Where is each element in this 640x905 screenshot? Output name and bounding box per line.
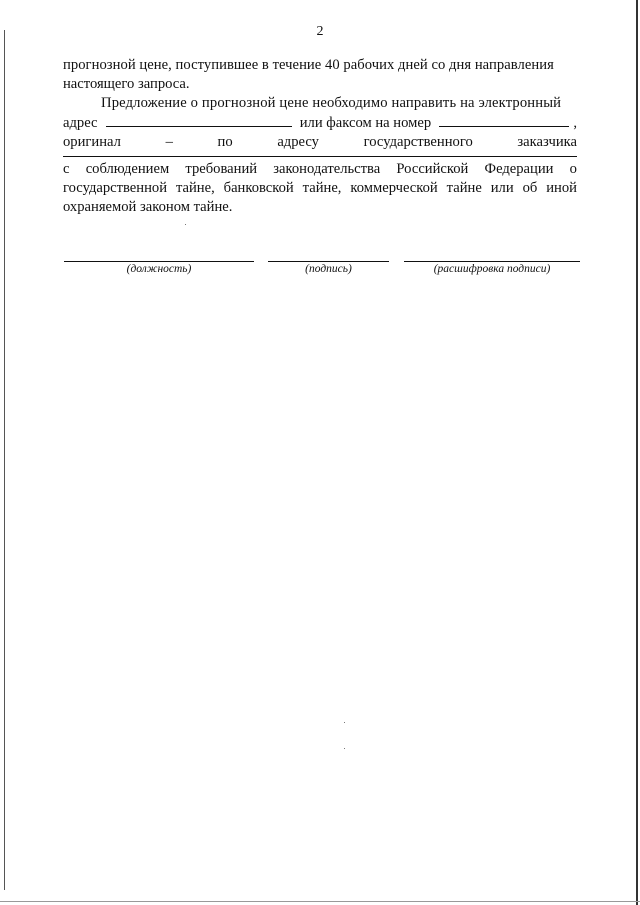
- scan-edge-right: [636, 0, 638, 905]
- word: или: [490, 180, 514, 196]
- word: –: [165, 134, 173, 150]
- word: тайне,: [175, 180, 215, 196]
- scan-speck: [344, 748, 345, 749]
- signature-decode-line: [404, 261, 580, 262]
- word: оригинал: [63, 134, 121, 150]
- customer-address-blank: [63, 156, 577, 157]
- signature-line: [268, 261, 389, 262]
- word: по: [217, 134, 233, 150]
- scan-speck: [344, 722, 345, 723]
- word: соблюдением: [85, 161, 170, 177]
- page-number: 2: [316, 24, 324, 39]
- paragraph-text: прогнозной цене, поступившее в течение 40 рабочих дней со дня направления: [63, 57, 554, 73]
- word: с: [63, 161, 70, 177]
- paragraph-line: охраняемой законом тайне.: [63, 199, 233, 215]
- paragraph-line: [63, 179, 577, 198]
- word: коммерческой: [350, 180, 438, 196]
- word: о: [569, 161, 577, 177]
- paragraph-send-offer: [63, 94, 577, 152]
- word: иной: [546, 180, 577, 196]
- address-fax-line: [63, 113, 577, 133]
- word: тайне: [446, 180, 482, 196]
- scan-speck: [185, 224, 186, 225]
- paragraph-line: настоящего запроса.: [63, 76, 190, 92]
- word: адресу: [277, 134, 319, 150]
- address-label: адрес: [63, 115, 98, 131]
- fax-number-blank: [439, 113, 569, 127]
- word: об: [522, 180, 538, 196]
- signature-label: (подпись): [305, 263, 352, 275]
- word: государственного: [363, 134, 473, 150]
- paragraph-forecast-price: [63, 56, 577, 94]
- scan-edge-left: [4, 30, 5, 890]
- paragraph-line: [63, 160, 577, 179]
- word: банковской: [223, 180, 294, 196]
- paragraph-compliance: [63, 160, 577, 217]
- word: законодательства: [273, 161, 381, 177]
- word: Федерации: [484, 161, 554, 177]
- fax-comma: ,: [573, 115, 577, 131]
- position-line: [64, 261, 254, 262]
- word: заказчика: [517, 134, 577, 150]
- paragraph-text: Предложение о прогнозной цене необходимо направить на электронный: [101, 95, 562, 111]
- word: государственной: [63, 180, 168, 196]
- fax-label: или факсом на номер: [299, 115, 432, 131]
- email-address-blank: [106, 113, 292, 127]
- word: тайне,: [302, 180, 342, 196]
- scan-edge-bottom: [0, 901, 640, 902]
- word: Российской: [396, 161, 469, 177]
- paragraph-line: [63, 94, 577, 113]
- position-label: (должность): [126, 263, 192, 275]
- paragraph-line: [63, 56, 577, 75]
- original-address-line: [63, 133, 577, 152]
- word: требований: [185, 161, 258, 177]
- signature-decode-label: (расшифровка подписи): [433, 263, 551, 275]
